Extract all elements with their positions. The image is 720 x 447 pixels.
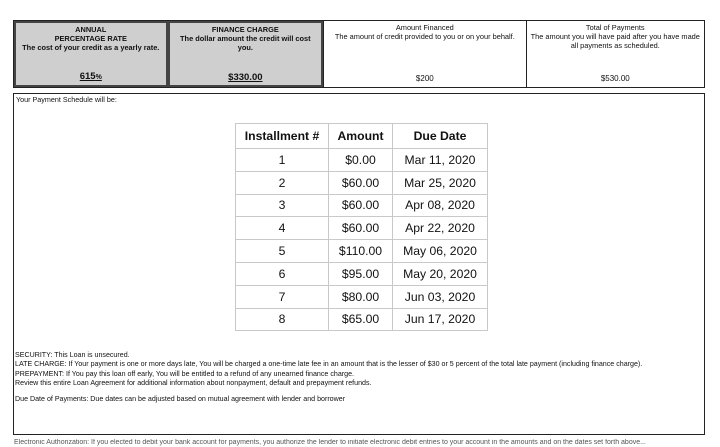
security-note: SECURITY: This Loan is unsecured. — [15, 351, 130, 359]
table-row — [236, 285, 488, 308]
amount-financed-cell — [323, 21, 525, 87]
installment-number: 5 — [236, 240, 329, 263]
header-amount: Amount — [329, 124, 393, 149]
installment-number: 6 — [236, 262, 329, 285]
installment-due-date: Apr 08, 2020 — [393, 194, 488, 217]
apr-title-line1: ANNUAL — [75, 25, 107, 34]
installment-due-date: May 20, 2020 — [393, 262, 488, 285]
table-row — [236, 262, 488, 285]
installment-number: 8 — [236, 308, 329, 331]
finance-charge-cell — [168, 21, 324, 87]
amount-financed-title: Amount Financed — [395, 23, 454, 32]
installment-due-date: May 06, 2020 — [393, 240, 488, 263]
late-charge-note: LATE CHARGE: If Your payment is one or more days late, You will be charged a one-time late fee in an amount that is the lesser of $30 or 5 percent of the total late payment (including finance charge). — [15, 360, 643, 369]
installment-number: 1 — [236, 149, 329, 172]
total-of-payments-cell — [526, 21, 704, 87]
installment-amount: $80.00 — [329, 285, 393, 308]
apr-description: The cost of your credit as a yearly rate. — [22, 43, 160, 52]
truth-in-lending-box — [13, 20, 705, 88]
table-row — [236, 149, 488, 172]
apr-unit: % — [95, 74, 102, 81]
installment-number: 2 — [236, 171, 329, 194]
table-row — [236, 171, 488, 194]
header-installment: Installment # — [236, 124, 329, 149]
loan-terms-notes — [15, 351, 703, 404]
installment-number: 7 — [236, 285, 329, 308]
payment-schedule-table — [235, 123, 488, 331]
installment-amount: $60.00 — [329, 171, 393, 194]
installment-amount: $0.00 — [329, 149, 393, 172]
installment-amount: $95.00 — [329, 262, 393, 285]
review-note: Review this entire Loan Agreement for additional information about nonpayment, default and prepayment refunds. — [15, 379, 372, 388]
apr-value — [16, 72, 166, 82]
apr-number: 615 — [79, 71, 96, 82]
finance-charge-title: FINANCE CHARGE — [211, 25, 279, 34]
installment-due-date: Mar 11, 2020 — [393, 149, 488, 172]
total-of-payments-title: Total of Payments — [585, 23, 645, 32]
installment-due-date: Jun 03, 2020 — [393, 285, 488, 308]
installment-due-date: Mar 25, 2020 — [393, 171, 488, 194]
installment-amount: $60.00 — [329, 194, 393, 217]
total-of-payments-description: The amount you will have paid after you have made all payments as scheduled. — [530, 32, 700, 50]
finance-charge-value: $330.00 — [228, 72, 263, 83]
schedule-intro-text: Your Payment Schedule will be: — [16, 95, 117, 104]
truncated-footer-text: Electronic Authorization: If you elected to debit your bank account for payments, you authorize the lender to initiate electronic debit entries to your account in the amounts and on the dates set forth above... — [14, 439, 646, 446]
amount-financed-description: The amount of credit provided to you or on your behalf. — [334, 32, 515, 41]
installment-amount: $110.00 — [329, 240, 393, 263]
installment-due-date: Apr 22, 2020 — [393, 217, 488, 240]
prepayment-note: PREPAYMENT: If You pay this loan off early, You will be entitled to a refund of any unearned finance charge. — [15, 369, 355, 378]
total-of-payments-value: $530.00 — [600, 74, 630, 83]
amount-financed-value: $200 — [415, 74, 434, 83]
table-row — [236, 217, 488, 240]
installment-number: 3 — [236, 194, 329, 217]
schedule-header-row — [236, 124, 488, 149]
payment-schedule-section — [13, 93, 705, 435]
table-row — [236, 194, 488, 217]
installment-amount: $65.00 — [329, 308, 393, 331]
table-row — [236, 240, 488, 263]
apr-title-line2: PERCENTAGE RATE — [54, 34, 127, 43]
finance-charge-description: The dollar amount the credit will cost you. — [180, 34, 311, 52]
installment-due-date: Jun 17, 2020 — [393, 308, 488, 331]
installment-amount: $60.00 — [329, 217, 393, 240]
due-date-note: Due Date of Payments: Due dates can be adjusted based on mutual agreement with lender and borrower — [15, 394, 346, 403]
installment-number: 4 — [236, 217, 329, 240]
header-due-date: Due Date — [393, 124, 488, 149]
table-row — [236, 308, 488, 331]
apr-cell — [14, 21, 168, 87]
